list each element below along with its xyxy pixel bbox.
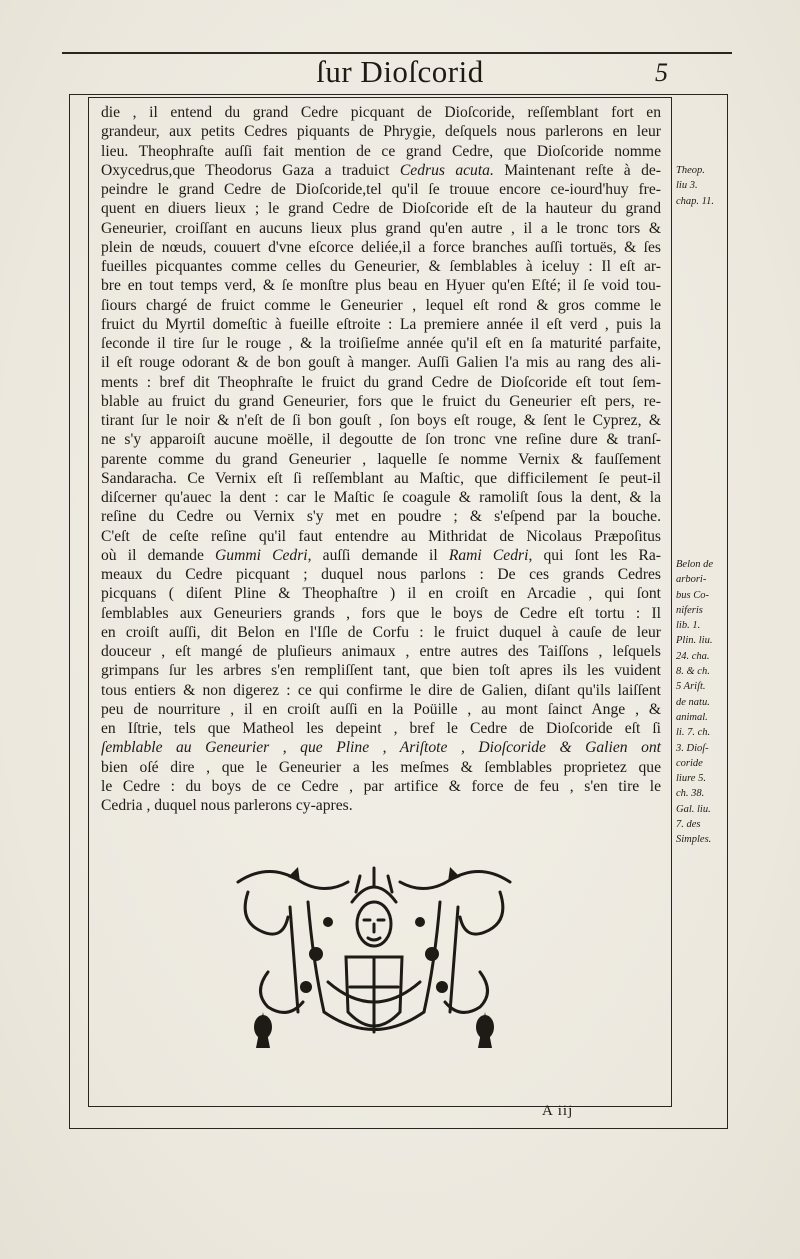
text-line: ments : bref dit Theophraſte le fruict du grand Cedre de Dioſcoride eſt tout ſem-	[101, 373, 661, 391]
margin-note-line: niferis	[676, 604, 703, 616]
margin-note-line: ch. 38.	[676, 788, 705, 800]
text-line-tail: , qui ſont les Ra-	[528, 546, 661, 564]
margin-note-line: coride	[676, 757, 703, 769]
text-line: il eſt rouge odorant & de bon gouſt à manger. Auſſi Galien l'a mis au rang des ali-	[101, 354, 661, 372]
margin-note-line: bus Co-	[676, 589, 709, 601]
latin-term-rami-cedri: Rami Cedri	[448, 546, 529, 564]
text-line-mid: , auſſi demande il	[307, 546, 449, 564]
margin-note-line: Simples.	[676, 834, 712, 846]
text-line: die , il entend du grand Cedre picquant de Dioſcoride, reſſemblant fort en	[101, 104, 661, 121]
margin-note-line: chap. 11.	[676, 195, 715, 207]
text-line: Geneurier, croiſſant en aucuns lieux plus grand qu'en autre , il a le tronc tors &	[101, 219, 661, 237]
text-line: parente comme du grand Geneurier , laquelle ſe nomme Vernix & fauſſement	[101, 450, 661, 468]
text-line: ſeconde il tire ſur le rouge , & la troiſieſme année qu'il eſt en ſa maturité parfaite,	[101, 335, 661, 352]
text-line: C'eſt de ceſte reſine qu'il faut entendre au Mithridat de Nicolaus Præpoſitus	[101, 527, 661, 545]
text-line: ſiours chargé de fruict comme le Geneurier , lequel eſt rond & gros comme le	[101, 296, 661, 314]
text-line: bre en tout temps verd, & ſe monſtre plus beau en Hyuer qu'en Eſté; il ſe void tou-	[101, 277, 661, 295]
text-line: meaux du Cedre picquant ; duquel nous parlons : De ces grands Cedres	[101, 566, 661, 583]
body-text	[101, 103, 661, 815]
text-line: picquans ( diſent Pline & Theophaſtre ) il en croiſt en Arcadie , qui ſont	[101, 585, 661, 603]
text-line: fruict du Myrtil domeſtic à fueille eſtroite : La premiere année il eſt verd , puis la	[101, 315, 661, 333]
running-title: ſur Dioſcorid	[316, 54, 484, 89]
margin-note-line: Gal. liu.	[676, 803, 711, 815]
text-line-last: Cedria , duquel nous parlerons cy-apres.	[101, 797, 353, 814]
text-line: ſemblables aux Geneuriers grands , fors que le boys de Cedre eſt tortu : Il	[101, 604, 661, 622]
margin-note-theophrastus	[676, 163, 714, 209]
text-line: plein de nœuds, couuert d'vne eſcorce deliée,il a force branches auſſi tortuës, & ſes	[101, 238, 661, 256]
text-line-head: Oxycedrus,que Theodorus Gaza a traduict	[101, 161, 400, 179]
text-line-italic: ſemblable au Geneurier , que Pline , Ariſtote , Dioſcoride & Galien ont	[101, 739, 661, 757]
text-line: tirant ſur le noir & n'eſt de ſi bon gouſt , ſon boys eſt rouge, & ſent le Cyprez, &	[101, 412, 661, 429]
margin-note-line: 8. & ch.	[676, 666, 710, 678]
margin-note-line: animal.	[676, 711, 708, 723]
text-line	[101, 546, 661, 565]
text-line: reſine du Cedre ou Vernix s'y met en poudre ; & s'eſpend par la bouche.	[101, 508, 661, 526]
text-line: le Cedre : du boys de ce Cedre , par artifice & force de feu , s'en tire le	[101, 777, 661, 795]
text-line: en Iſtrie, tels que Matheol les depeint , bref le Cedre de Dioſcoride eſt ſi	[101, 720, 661, 737]
margin-note-line: de natu.	[676, 696, 710, 708]
margin-note-line: liure 5.	[676, 773, 706, 785]
text-line: douceur , eſt mangé de pluſieurs animaux , entre autres des Taiſſons , leſquels	[101, 643, 661, 660]
margin-note-line: lib. 1.	[676, 620, 701, 632]
text-line: Sandaracha. Ce Vernix eſt ſi reſſemblant au Maſtic, que difficilement ſe peut-il	[101, 469, 661, 487]
text-line: bien oſé dire , que le Geneurier a les meſmes & ſemblables proprietez que	[101, 758, 661, 776]
margin-note-line: 7. des	[676, 819, 701, 831]
text-line-head: où il demande	[101, 546, 216, 564]
latin-term-gummi-cedri: Gummi Cedri	[215, 546, 308, 564]
text-line: tous entiers & non digerez : ce qui confirme le dire de Galien, diſant qu'ils laiſſent	[101, 681, 661, 699]
text-line: peindre le grand Cedre de Dioſcoride,tel qu'il ſe trouue encore ce-iourd'huy fre-	[101, 181, 661, 198]
signature-mark: A iij	[542, 1103, 574, 1119]
text-line: ne s'y apparoiſt aucune moëlle, il degoutte de ſon tronc vne reſine dure & tranſ-	[101, 431, 661, 449]
text-line: quent en diuers lieux ; le grand Cedre de Dioſcoride eſt de la hauteur du grand	[101, 200, 661, 218]
woodcut-ornament	[228, 862, 520, 1052]
text-line: fueilles picquantes comme celles du Geneurier, & ſemblables à iceluy : Il eſt ar-	[101, 258, 661, 275]
text-line: blable au fruict du grand Geneurier, fors que le fruict du Geneurier eſt pers, re-	[101, 392, 661, 410]
text-line: diſcerner qu'auec la dent : car le Maſtic ſe coagule & ramoliſt ſous la dent, & la	[101, 489, 661, 506]
margin-note-line: Belon de	[676, 559, 714, 570]
text-line: grandeur, aux petits Cedres piquants de Phrygie, deſquels nous parlerons en leur	[101, 123, 661, 141]
margin-note-line: arbori-	[676, 574, 707, 586]
margin-note-line: Theop.	[676, 165, 705, 176]
margin-note-line: liu 3.	[676, 180, 698, 192]
margin-note-line: li. 7. ch.	[676, 727, 711, 739]
text-line: grimpans ſur les arbres s'en rempliſſent tant, que bien toſt apres ils les vuident	[101, 662, 661, 680]
latin-term-cedrus-acuta: Cedrus acuta.	[399, 161, 494, 179]
margin-note-line: Plin. liu.	[676, 635, 713, 647]
text-line: en croiſt auſſi, dit Belon en l'Iſle de Corfu : le fruict duquel à cauſe de leur	[101, 623, 661, 641]
page-number: 5	[655, 58, 668, 87]
text-line	[101, 161, 661, 180]
margin-note-references	[676, 557, 713, 848]
text-line-tail: Maintenant reſte à de-	[493, 161, 661, 179]
text-line: lieu. Theophraſte auſſi fait mention de ce grand Cedre, que Dioſcoride nomme	[101, 142, 661, 160]
margin-note-line: 24. cha.	[676, 650, 710, 662]
margin-note-line: 3. Dioſ-	[676, 742, 709, 754]
text-line: peu de nourriture , il en croiſt auſſi en la Poüille , au mont ſainct Ange , &	[101, 700, 661, 718]
margin-note-line: 5 Ariſt.	[676, 681, 706, 693]
